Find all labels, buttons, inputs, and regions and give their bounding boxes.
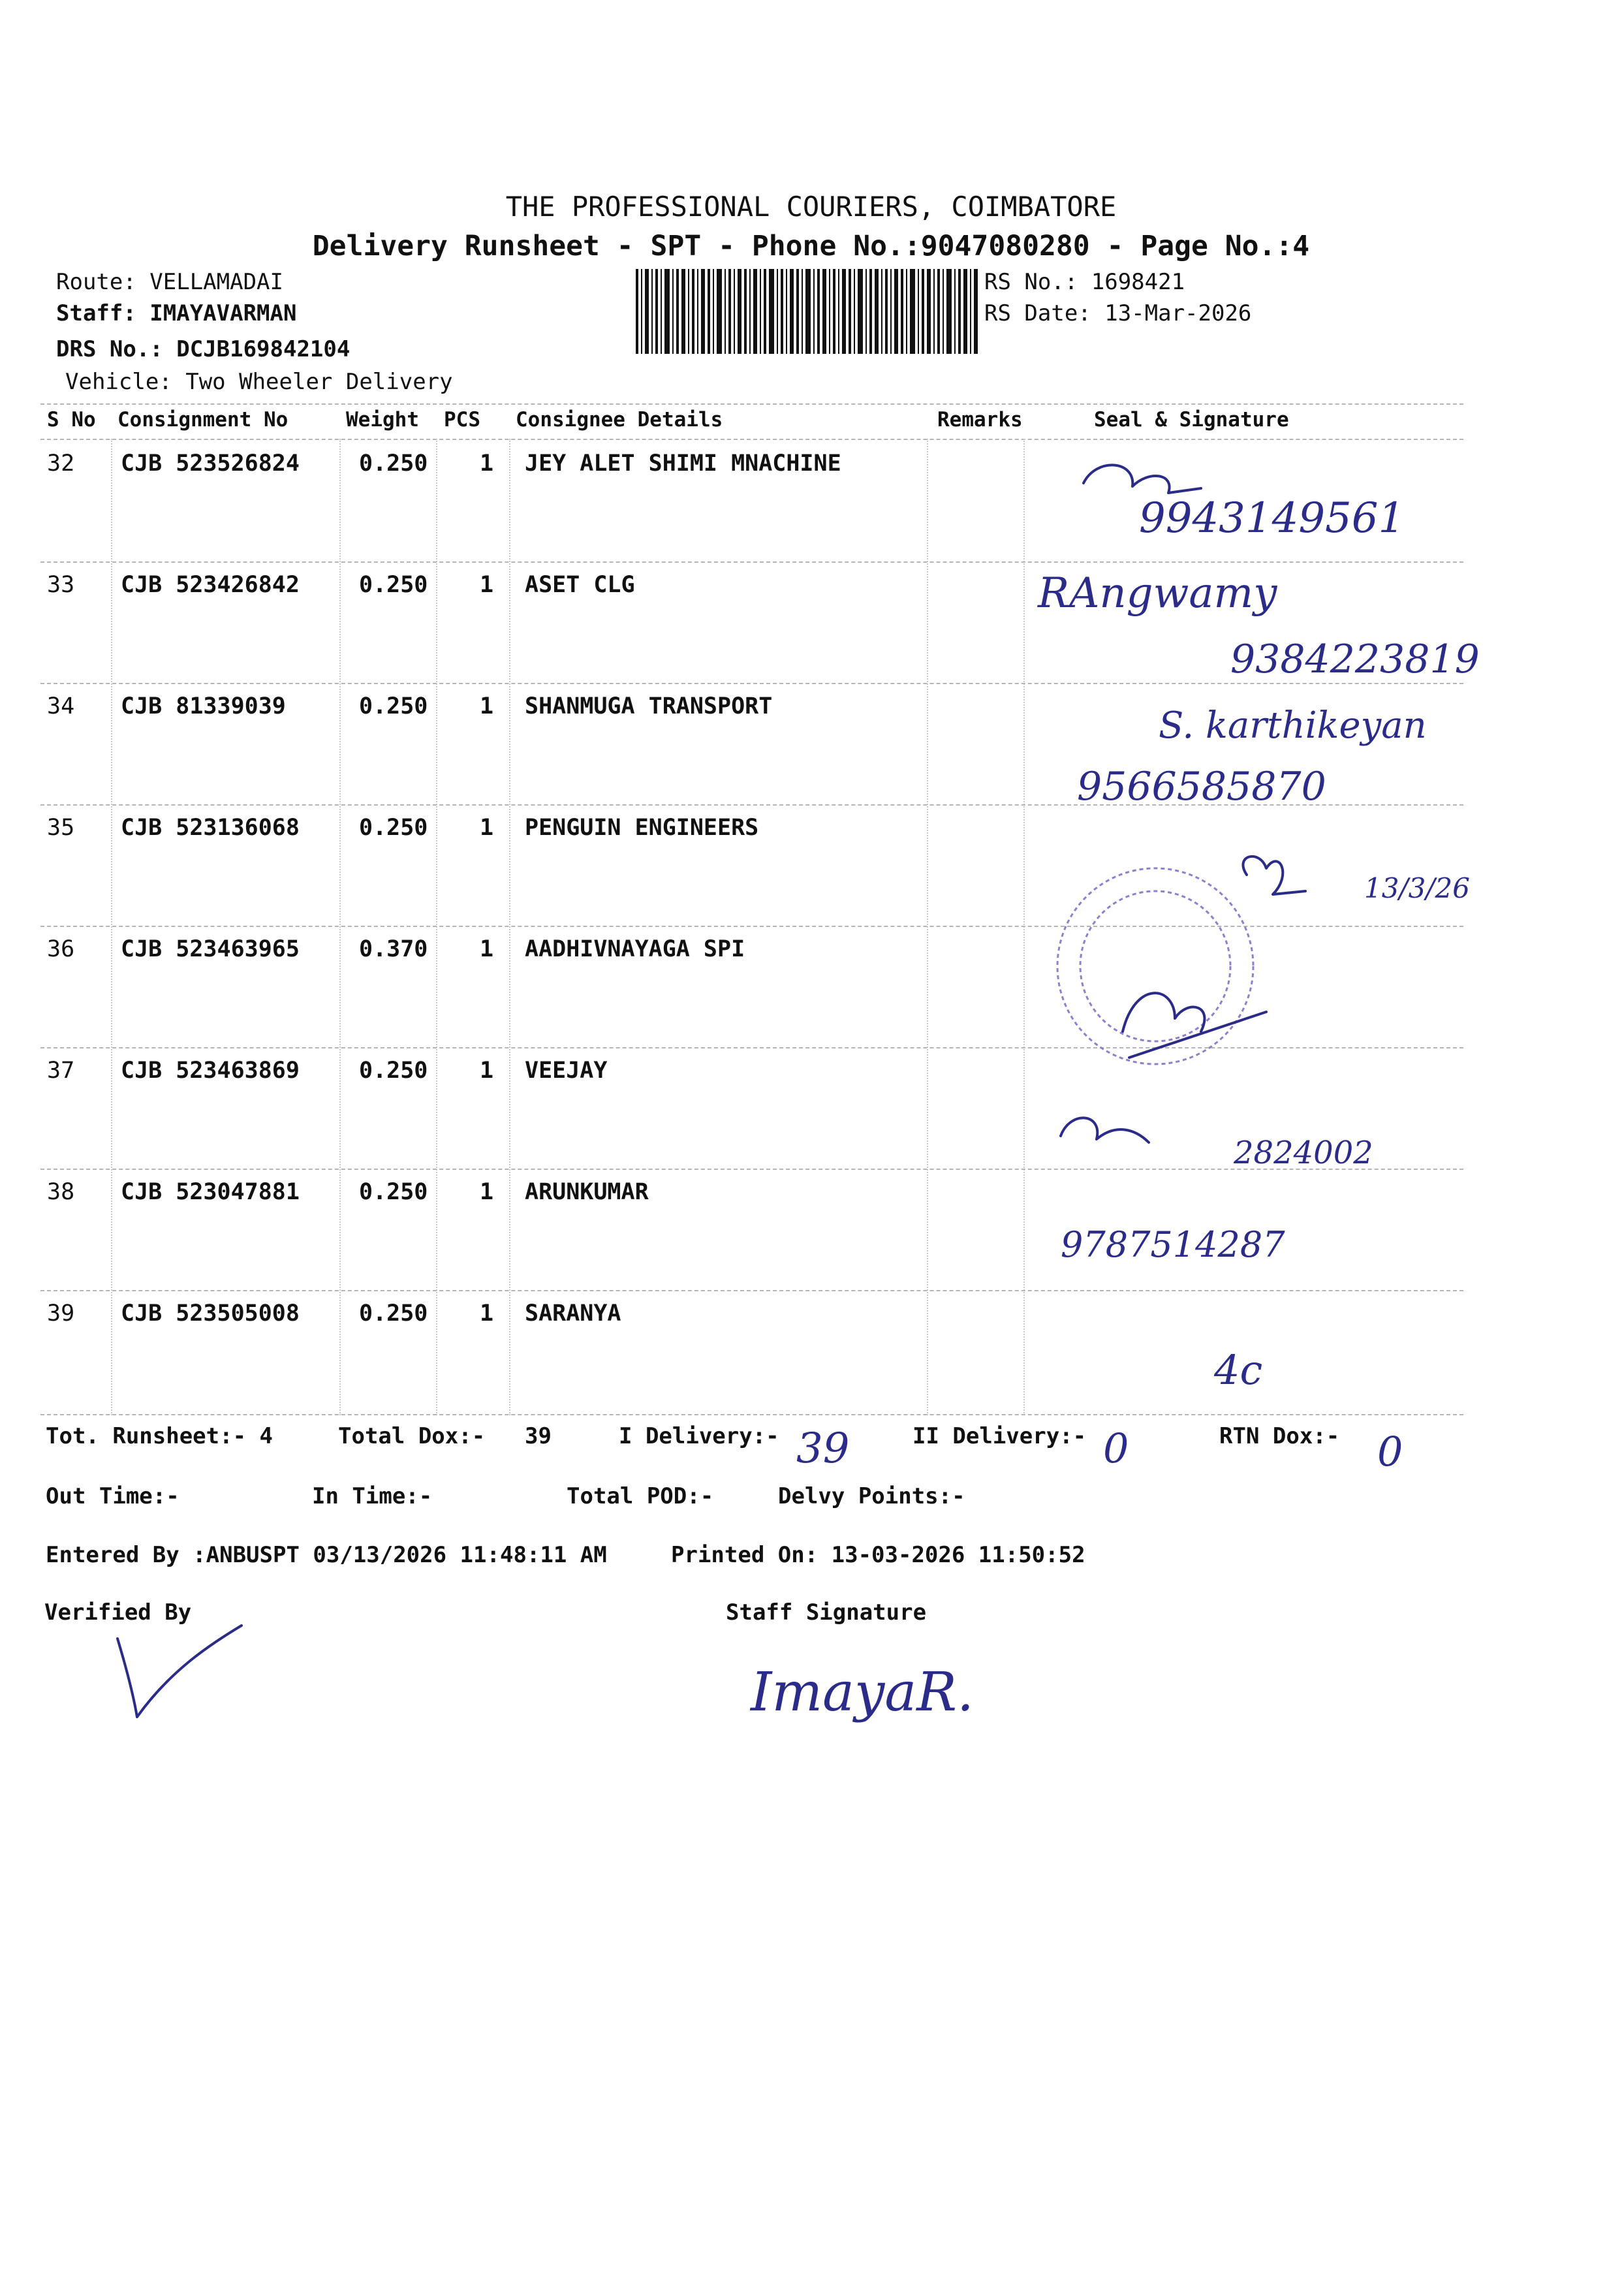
seal-stamp — [1057, 868, 1253, 1064]
row-consignee: VEEJAY — [525, 1058, 608, 1084]
sig-34-phone: 9566585870 — [1077, 764, 1326, 810]
row-pcs: 1 — [480, 815, 494, 841]
row-weight: 0.250 — [359, 815, 428, 841]
route-label: Route: VELLAMADAI — [56, 269, 283, 295]
row-weight: 0.250 — [359, 693, 428, 719]
total-dox-label: Total Dox:- — [338, 1423, 486, 1449]
total-pod-label: Total POD:- — [567, 1483, 714, 1509]
out-time-label: Out Time:- — [46, 1483, 179, 1509]
col-seal-signature: Seal & Signature — [1094, 408, 1289, 432]
row-pcs: 1 — [480, 693, 494, 719]
row-consignment: CJB 523136068 — [121, 815, 300, 841]
sig-34-name: S. karthikeyan — [1159, 704, 1427, 747]
sig-32-phone: 9943149561 — [1139, 494, 1405, 543]
signature-scribble — [1243, 857, 1305, 894]
total-dox-value: 39 — [525, 1423, 552, 1449]
row-consignee: SHANMUGA TRANSPORT — [525, 693, 773, 719]
signature-scribble — [1061, 1118, 1149, 1142]
row-pcs: 1 — [480, 450, 494, 477]
row-sno: 38 — [47, 1179, 75, 1205]
col-pcs: PCS — [444, 408, 480, 432]
row-consignment: CJB 523463965 — [121, 936, 300, 962]
row-sno: 36 — [47, 936, 75, 962]
rs-date: RS Date: 13-Mar-2026 — [984, 300, 1252, 326]
runsheet-subtitle: Delivery Runsheet - SPT - Phone No.:9047080280 - Page No.:4 — [312, 230, 1310, 262]
row-consignee: JEY ALET SHIMI MNACHINE — [525, 450, 841, 477]
sig-33-name: RAngwamy — [1038, 569, 1277, 618]
in-time-label: In Time:- — [312, 1483, 433, 1509]
sig-38-top: 2824002 — [1234, 1135, 1373, 1171]
sig-35-date: 13/3/26 — [1364, 872, 1470, 904]
signature-scribble — [1084, 465, 1201, 493]
company-title: THE PROFESSIONAL COURIERS, COIMBATORE — [505, 191, 1117, 223]
staff-signature-ink: ImayaR. — [751, 1661, 975, 1723]
row-sno: 35 — [47, 815, 75, 841]
ii-delivery-value: 0 — [1103, 1424, 1129, 1472]
i-delivery-label: I Delivery:- — [619, 1423, 779, 1449]
col-consignment: Consignment No — [117, 408, 289, 432]
printed-on: Printed On: 13-03-2026 11:50:52 — [671, 1542, 1085, 1568]
sig-38-phone: 9787514287 — [1061, 1224, 1285, 1265]
row-consignment: CJB 523426842 — [121, 572, 300, 598]
sig-33-phone: 9384223819 — [1230, 637, 1480, 682]
col-consignee: Consignee Details — [516, 408, 723, 432]
row-pcs: 1 — [480, 1300, 494, 1327]
col-weight: Weight — [346, 408, 419, 432]
verified-by-label: Verified By — [44, 1599, 192, 1626]
row-consignee: ARUNKUMAR — [525, 1179, 649, 1205]
row-weight: 0.250 — [359, 1058, 428, 1084]
row-weight: 0.250 — [359, 572, 428, 598]
sig-39-initials: 4c — [1214, 1346, 1263, 1394]
i-delivery-value: 39 — [796, 1424, 850, 1473]
row-pcs: 1 — [480, 936, 494, 962]
row-consignment: CJB 523505008 — [121, 1300, 300, 1327]
row-sno: 32 — [47, 450, 75, 477]
row-pcs: 1 — [480, 1058, 494, 1084]
col-sno: S No — [47, 408, 96, 432]
verified-tick — [117, 1626, 242, 1717]
row-weight: 0.250 — [359, 1300, 428, 1327]
staff-signature-label: Staff Signature — [726, 1599, 927, 1626]
row-sno: 39 — [47, 1300, 75, 1327]
row-consignee: AADHIVNAYAGA SPI — [525, 936, 745, 962]
row-weight: 0.250 — [359, 450, 428, 477]
row-weight: 0.370 — [359, 936, 428, 962]
row-sno: 34 — [47, 693, 75, 719]
delvy-points-label: Delvy Points:- — [778, 1483, 965, 1509]
row-consignment: CJB 523047881 — [121, 1179, 300, 1205]
seal-stamp-inner — [1080, 891, 1230, 1041]
row-pcs: 1 — [480, 572, 494, 598]
row-sno: 33 — [47, 572, 75, 598]
entered-by: Entered By :ANBUSPT 03/13/2026 11:48:11 AM — [46, 1542, 607, 1568]
row-weight: 0.250 — [359, 1179, 428, 1205]
rtn-dox-value: 0 — [1377, 1428, 1403, 1475]
row-pcs: 1 — [480, 1179, 494, 1205]
row-consignee: SARANYA — [525, 1300, 621, 1327]
row-consignment: CJB 523463869 — [121, 1058, 300, 1084]
staff-label: Staff: IMAYAVARMAN — [56, 300, 297, 326]
vehicle-label: Vehicle: Two Wheeler Delivery — [65, 369, 453, 395]
rs-number: RS No.: 1698421 — [984, 269, 1185, 295]
row-consignee: ASET CLG — [525, 572, 635, 598]
tot-runsheet: Tot. Runsheet:- 4 — [46, 1423, 273, 1449]
rtn-dox-label: RTN Dox:- — [1219, 1423, 1340, 1449]
drs-number: DRS No.: DCJB169842104 — [56, 336, 351, 362]
ii-delivery-label: II Delivery:- — [912, 1423, 1087, 1449]
row-consignee: PENGUIN ENGINEERS — [525, 815, 759, 841]
row-sno: 37 — [47, 1058, 75, 1084]
row-consignment: CJB 523526824 — [121, 450, 300, 477]
signature-scribble — [1123, 993, 1266, 1058]
col-remarks: Remarks — [937, 408, 1023, 432]
row-consignment: CJB 81339039 — [121, 693, 286, 719]
